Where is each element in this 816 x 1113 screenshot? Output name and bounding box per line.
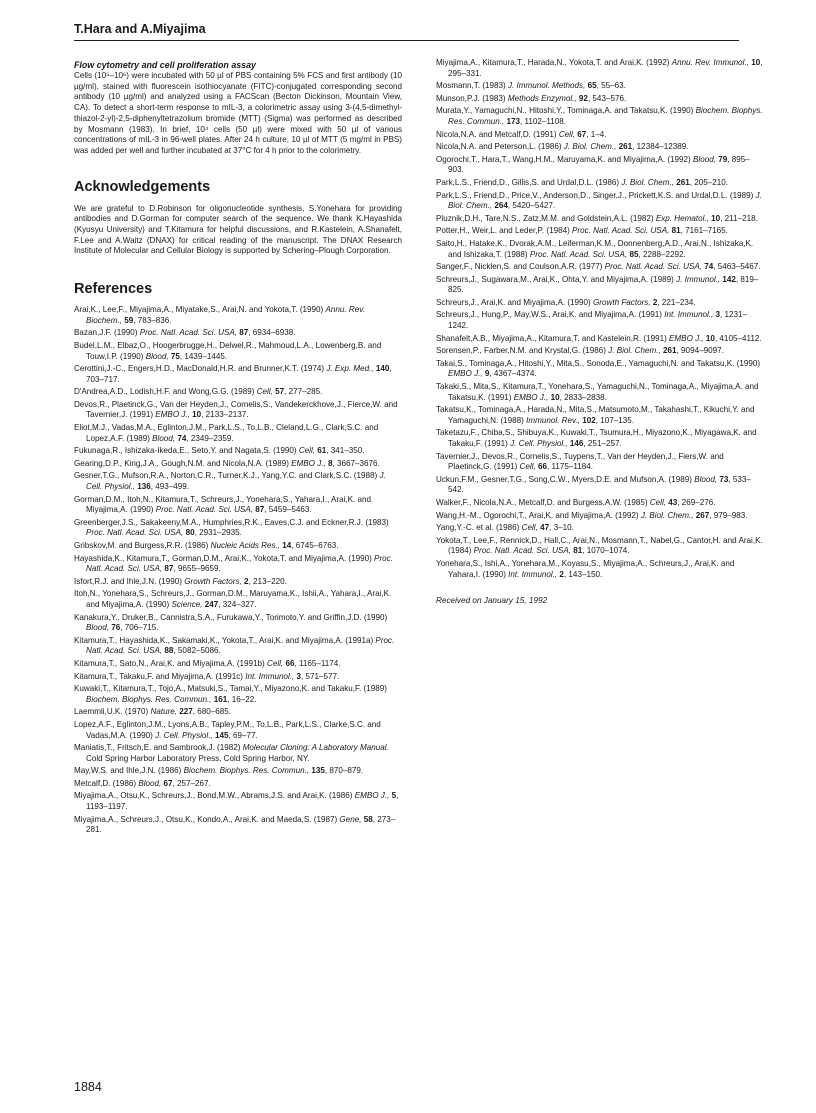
reference-volume: 136: [137, 482, 151, 492]
reference-pages: , 1165–1174.: [294, 658, 341, 668]
reference-authors: Ogorochi,T., Hara,T., Wang,H.M., Maruyama,K. and Miyajima,A. (1992): [436, 154, 691, 164]
reference-journal: J. Biol. Chem.,: [563, 142, 617, 152]
reference-journal: EMBO J.,: [155, 410, 190, 420]
reference-volume: 264: [494, 201, 508, 211]
reference-volume: 74: [704, 262, 714, 272]
reference-authors: Cerottini,J.-C., Engers,H.D., MacDonald,H.R. and Brunner,K.T. (1974): [74, 364, 325, 374]
reference-item: [436, 310, 764, 331]
reference-journal: Cell,: [266, 658, 284, 668]
reference-pages: , 680–685.: [192, 707, 232, 717]
reference-pages: , 69–77.: [228, 730, 258, 740]
reference-item: [436, 475, 764, 496]
reference-authors: Kitamura,T., Sato,N., Arai,K. and Miyajima,A. (1991b): [74, 658, 265, 668]
reference-authors: Saito,H., Hatake,K., Dvorak,A.M., Leiferman,K.M., Donnenberg,A.D., Arai,N., Ishizaka,K. and Ishizaka,T. (1988): [436, 238, 754, 259]
reference-volume: 2: [559, 569, 564, 579]
reference-journal: EMBO J.,: [448, 369, 483, 379]
reference-pages: , 12384–12389.: [632, 142, 689, 152]
reference-authors: Munson,P.J. (1983): [436, 93, 506, 103]
reference-authors: Park,L.S., Friend,D., Gillis,S. and Urdal,D.L. (1986): [436, 177, 620, 187]
references-list-left: [74, 305, 402, 836]
methods-subsection-title: Flow cytometry and cell proliferation assay: [74, 60, 256, 70]
reference-pages: , 16–22.: [227, 694, 257, 704]
reference-pages: , 3–10.: [549, 523, 574, 533]
reference-item: [436, 511, 764, 522]
reference-volume: 247: [204, 599, 219, 609]
reference-authors: May,W.S. and Ihle,J.N. (1986): [74, 766, 182, 776]
reference-journal: Exp. Hematol.,: [655, 213, 709, 223]
reference-authors: Kitamura,T., Takaku,F. and Miyajima,A. (1991c): [74, 671, 243, 681]
reference-volume: 2: [652, 297, 658, 307]
reference-authors: Gorman,D.M., Itoh,N., Kitamura,T., Schreurs,J., Yonehara,S., Yahara,I., Arai,K. and Miyajima,A. (1990): [74, 494, 372, 515]
reference-authors: Pluznik,D.H., Tare,N.S., Zatz,M.M. and Goldstein,A.L. (1982): [436, 213, 654, 223]
reference-authors: Lopez,A.F., Eglinton,J.M., Lyons,A.B., Tapley,P.M., To,L.B., Park,L.S., Clarke,S.C. and Vadas,M.A. (1990): [74, 719, 381, 740]
reference-authors: Miyajima,A., Otsu,K., Schreurs,J., Bond,M.W., Abrams,J.S. and Arai,K. (1986): [74, 791, 353, 801]
reference-pages: , 273–281.: [86, 814, 396, 835]
reference-journal: Cell,: [298, 446, 316, 456]
reference-item: [436, 106, 764, 127]
reference-journal: Nucleic Acids Res.,: [210, 541, 281, 551]
reference-authors: Yang,Y.-C. et al. (1986): [436, 523, 520, 533]
reference-pages: , 341–350.: [326, 446, 365, 456]
reference-authors: Fukunaga,R., Ishizaka-Ikeda,E., Seto,Y. and Nagata,S. (1990): [74, 446, 297, 456]
reference-journal: EMBO J.,: [669, 333, 704, 343]
reference-item: [436, 523, 764, 534]
reference-pages: , 143–150.: [563, 569, 603, 579]
reference-journal: Methods Enzymol.,: [507, 93, 577, 103]
reference-item: [436, 58, 764, 79]
reference-volume: 81: [671, 226, 681, 236]
reference-journal: Blood,: [145, 351, 169, 361]
reference-journal: Blood,: [138, 778, 162, 788]
reference-item: [74, 364, 402, 385]
reference-journal: Biochem. Biophys. Res. Commun.,: [86, 694, 212, 704]
reference-journal: Annu. Rev. Biochem.,: [86, 305, 365, 325]
reference-item: [74, 613, 402, 634]
reference-journal: J. Biol. Chem.,: [621, 177, 674, 187]
reference-volume: 67: [163, 778, 173, 788]
reference-authors: Taketazu,F., Chiba,S., Shibuya,K., Kuwaki,T., Tsumura,H., Miyazono,K., Miyagawa,K. and Takaku,F. (1991): [436, 428, 757, 448]
reference-pages: , 295–331.: [448, 58, 763, 78]
reference-journal: J. Immunol. Methods,: [507, 81, 586, 91]
reference-authors: Metcalf,D. (1986): [74, 778, 137, 788]
reference-authors: Wang,H.-M., Ogorochi,T., Arai,K. and Miyajima,A. (1992): [436, 510, 639, 520]
reference-pages: , 213–220.: [248, 576, 287, 586]
reference-pages: , 221–234.: [657, 297, 696, 307]
reference-journal: Cell,: [649, 497, 667, 507]
reference-journal: Cell,: [558, 129, 576, 139]
reference-volume: 57: [275, 387, 285, 397]
reference-authors: Potter,H., Weir,L. and Leder,P. (1984): [436, 226, 570, 236]
reference-item: [436, 142, 764, 153]
reference-volume: 2: [244, 576, 249, 586]
reference-pages: , 783–836.: [133, 315, 172, 325]
reference-volume: 81: [573, 546, 583, 556]
reference-pages: , 4367–4374.: [489, 369, 537, 379]
reference-journal: J. Biol. Chem.,: [448, 190, 762, 211]
acknowledgements-heading: Acknowledgements: [74, 178, 211, 195]
reference-authors: Gearing,D.P., King,J.A., Gough,N.M. and Nicola,N.A. (1989): [74, 458, 289, 468]
reference-item: [74, 495, 402, 516]
reference-volume: 47: [540, 523, 550, 533]
reference-journal: Proc. Natl. Acad. Sci. USA,: [155, 505, 254, 515]
reference-pages: , 703–717.: [86, 364, 392, 384]
reference-journal: Blood,: [693, 154, 716, 164]
reference-volume: 135: [311, 766, 325, 776]
reference-journal: Growth Factors,: [593, 297, 651, 307]
reference-authors: Yokota,T., Lee,F., Rennick,D., Hall,C., Arai,N., Mosmann,T., Nabel,G., Cantor,H. and Arai,K. (1984): [436, 535, 763, 556]
reference-authors: Itoh,N., Yonehara,S., Schreurs,J., Gorman,D.M., Maruyama,K., Ishii,A., Yahara,I., Arai,K. and Miyajima,A. (1990): [74, 589, 392, 609]
reference-pages: , 2931–2935.: [194, 528, 242, 538]
reference-journal: Science,: [171, 599, 203, 609]
reference-item: [74, 423, 402, 444]
reference-pages: , 1439–1445.: [179, 351, 228, 361]
reference-item: [74, 446, 402, 457]
reference-authors: Uckun,F.M., Gesner,T.G., Song,C.W., Myers,D.E. and Mufson,A. (1989): [436, 474, 692, 484]
reference-volume: 79: [718, 154, 728, 164]
reference-volume: 87: [164, 564, 174, 574]
reference-pages: , 2133–2137.: [201, 410, 249, 420]
reference-item: [74, 577, 402, 588]
reference-volume: 88: [164, 646, 174, 656]
reference-journal: J. Cell. Physiol.,: [86, 471, 386, 492]
reference-pages: , 9655–9659.: [173, 564, 221, 574]
reference-pages: , 1175–1184.: [547, 462, 594, 472]
reference-journal: Biochem. Biophys. Res. Commun.,: [448, 106, 763, 126]
reference-pages: , 277–285.: [284, 387, 323, 397]
reference-pages: , 5082–5086.: [173, 646, 221, 656]
reference-authors: Miyajima,A., Schreurs,J., Otsu,K., Kondo,A., Arai,K. and Maeda,S. (1987): [74, 814, 338, 824]
reference-authors: Sanger,F., Nicklen,S. and Coulson,A.R. (1977): [436, 262, 603, 272]
reference-authors: Mosmann,T. (1983): [436, 81, 506, 91]
reference-volume: 58: [363, 814, 373, 824]
reference-volume: 10: [705, 333, 715, 343]
reference-volume: 3: [296, 671, 302, 681]
reference-volume: 102: [582, 415, 596, 425]
reference-pages: , 2288–2292.: [638, 249, 686, 259]
reference-volume: 66: [285, 658, 295, 668]
reference-item: [74, 541, 402, 552]
reference-journal: Int. Immunol.,: [664, 310, 714, 320]
reference-authors: Arai,K., Lee,F., Miyajima,A., Miyatake,S., Arai,N. and Yokota,T. (1990): [74, 305, 324, 315]
reference-authors: Nicola,N.A. and Metcalf,D. (1991): [436, 129, 557, 139]
reference-journal: Blood,: [152, 433, 176, 443]
reference-pages: Cold Spring Harbor Laboratory Press, Cold Spring Harbor, NY.: [86, 753, 310, 763]
reference-volume: 66: [537, 462, 547, 472]
reference-item: [436, 559, 764, 580]
reference-volume: 80: [185, 528, 195, 538]
reference-volume: 14: [282, 541, 292, 551]
reference-authors: Murata,Y., Yamaguchi,N., Hitoshi,Y., Tominaga,A. and Takatsu,K. (1990): [436, 106, 694, 116]
reference-pages: , 6934–6938.: [248, 328, 296, 338]
reference-authors: Takatsu,K., Tominaga,A., Harada,N., Mita,S., Matsumoto,M., Takahashi,T., Kikuchi,Y. and Yamaguchi,N. (1988): [436, 405, 755, 425]
reference-authors: Hayashida,K., Kitamura,T., Gorman,D.M., Arai,K., Yokota,T. and Miyajima,A. (1990): [74, 553, 372, 563]
reference-journal: J. Immunol.,: [676, 274, 721, 284]
reference-item: [436, 130, 764, 141]
reference-journal: Molecular Cloning: A Laboratory Manual.: [242, 743, 389, 753]
reference-item: [74, 684, 402, 705]
reference-item: [74, 707, 402, 718]
reference-journal: Int. Immunol.,: [508, 569, 558, 579]
reference-journal: Cell,: [519, 462, 536, 472]
reference-item: [74, 328, 402, 339]
reference-item: [74, 791, 402, 812]
reference-pages: , 1102–1108.: [520, 116, 567, 126]
reference-pages: , 6745–6763.: [291, 541, 339, 551]
reference-volume: 87: [255, 505, 265, 515]
reference-journal: EMBO J.,: [513, 392, 549, 402]
reference-item: [436, 178, 764, 189]
reference-journal: Proc. Natl. Acad. Sci. USA,: [572, 226, 670, 236]
reference-authors: Schreurs,J., Hung,P., May,W.S., Arai,K. and Miyajima,A. (1991): [436, 310, 662, 320]
reference-authors: Nicola,N.A. and Peterson,L. (1986): [436, 142, 562, 152]
reference-item: [436, 275, 764, 296]
reference-item: [74, 400, 402, 421]
reference-volume: 145: [214, 730, 229, 740]
reference-volume: 3: [715, 310, 721, 320]
reference-item: [436, 298, 764, 309]
reference-journal: J. Exp. Med.,: [326, 364, 374, 374]
reference-volume: 76: [111, 623, 121, 633]
reference-pages: , 819–825.: [448, 274, 759, 295]
methods-paragraph: Cells (10⁵–10⁶) were incubated with 50 µl of PBS containing 5% FCS and first antibody (10 µg/ml), stained with fluorescein isothiocyanate (FITC)-conjugated corresponding second antibody (10 µg/ml) and analyzed using a FACScan (Becton Dickinson, Mountain View, CA). To detect a short-term response to mIL-3, a colorimetric assay using 3-(4,5-dimethyl-thiazol-2-yl)-2,5-diphenyltetrazolium bromide (MTT) (Sigma) was performed as described by Mosmann (1983). In brief, 10⁴ cells (50 µl) were mixed with 50 µl of various concentrations of mIL-3 in 96-well plates. After 24 h culture, 10 µl of MTT (5 mg/ml in PBS) was added per well and further incubated at 37°C for 4 h prior to the colorimetry.: [74, 71, 402, 155]
reference-volume: 10: [711, 213, 721, 223]
reference-journal: Proc. Natl. Acad. Sci. USA,: [86, 553, 393, 574]
references-list-right: [436, 58, 764, 580]
reference-pages: , 533–542.: [448, 474, 751, 495]
reference-volume: 10: [550, 392, 560, 402]
reference-authors: Tavernier,J., Devos,R., Cornelis,S., Tuypens,T., Van der Heyden,J., Fiers,W. and Plaetinck,G. (1991): [436, 451, 724, 472]
reference-pages: , 706–715.: [120, 623, 159, 633]
reference-journal: Int. Immunol.,: [245, 671, 295, 681]
reference-pages: , 979–983.: [709, 510, 748, 520]
reference-journal: Gene,: [339, 814, 362, 824]
reference-item: [436, 346, 764, 357]
reference-item: [436, 191, 764, 212]
reference-authors: Takai,S., Tominaga,A., Hitoshi,Y., Mita,S., Sonoda,E., Yamaguchi,N. and Takatsu,K. (1990): [436, 358, 761, 368]
reference-volume: 227: [179, 707, 193, 717]
reference-journal: Cell,: [256, 387, 273, 397]
reference-pages: , 2349–2359.: [186, 433, 234, 443]
reference-volume: 161: [213, 694, 228, 704]
reference-item: [74, 672, 402, 683]
acknowledgements-paragraph: We are grateful to D.Robinson for oligonucleotide synthesis, S.Yonehara for providing antibodies and D.Gorman for computer search of the sequence. We thank K.Hayashida (Kyusyu University) and T.Kitamura for helpful discussions, and R.Kastelein, A.Shanafelt, F.Lee and A.Waitz (DNAX) for critical reading of the manuscript. The DNAX Research Institute of Molecular and Cellular Biology is supported by Schering–Plough Corporation.: [74, 203, 402, 256]
reference-volume: 73: [719, 474, 729, 484]
reference-journal: EMBO J.,: [354, 791, 390, 801]
reference-authors: Isfort,R.J. and Ihle,J.N. (1990): [74, 576, 182, 586]
reference-item: [436, 498, 764, 509]
reference-item: [74, 305, 402, 326]
reference-journal: Proc. Natl. Acad. Sci. USA,: [529, 249, 628, 259]
reference-authors: Laemmli,U.K. (1970): [74, 707, 149, 717]
reference-item: [74, 766, 402, 777]
reference-item: [74, 589, 402, 610]
reference-pages: , 543–576.: [587, 93, 627, 103]
reference-volume: 10: [751, 58, 761, 67]
reference-authors: Gribskov,M. and Burgess,R.R. (1986): [74, 541, 209, 551]
reference-authors: Sorensen,P., Farber,N.M. and Krystal,G. (1986): [436, 346, 606, 356]
reference-pages: , 870–879.: [324, 766, 364, 776]
reference-pages: , 5459–5463.: [264, 505, 312, 515]
reference-authors: Shanafelt,A.B., Miyajima,A., Kitamura,T. and Kastelein,R. (1991): [436, 333, 667, 343]
reference-item: [74, 387, 402, 398]
reference-journal: Proc. Natl. Acad. Sci. USA,: [86, 635, 395, 656]
reference-item: [74, 471, 402, 492]
reference-volume: 75: [170, 351, 180, 361]
reference-item: [436, 405, 764, 426]
reference-item: [74, 743, 402, 764]
reference-volume: 8: [328, 458, 333, 468]
reference-item: [436, 334, 764, 345]
reference-pages: , 9094–9097.: [676, 346, 724, 356]
reference-journal: Proc. Natl. Acad. Sci. USA,: [139, 328, 237, 338]
reference-pages: , 324–327.: [218, 599, 257, 609]
reference-volume: 59: [124, 315, 134, 325]
reference-item: [436, 214, 764, 225]
reference-pages: , 107–135.: [595, 415, 634, 425]
reference-volume: 43: [668, 497, 678, 507]
reference-authors: Schreurs,J., Arai,K. and Miyajima,A. (1990): [436, 297, 591, 307]
reference-authors: Takaki,S., Mita,S., Kitamura,T., Yonehara,S., Yamaguchi,N., Tominaga,A., Miyajima,A. and Takatsu,K. (1991): [436, 382, 759, 402]
reference-item: [74, 459, 402, 470]
header-rule: [74, 40, 739, 41]
reference-authors: Miyajima,A., Kitamura,T., Harada,N., Yokota,T. and Arai,K. (1992): [436, 58, 670, 67]
reference-item: [436, 428, 764, 449]
reference-journal: J. Cell. Physiol.,: [155, 730, 213, 740]
reference-item: [436, 452, 764, 473]
reference-volume: 261: [618, 142, 633, 152]
reference-pages: , 205–210.: [689, 177, 728, 187]
reference-item: [74, 554, 402, 575]
reference-volume: 9: [484, 369, 490, 379]
reference-volume: 267: [695, 510, 710, 520]
reference-authors: Devos,R., Plaetinck,G., Van der Heyden,J., Cornelis,S., Vandekerckhove,J., Fierce,W. and Tavernier,J. (1991): [74, 399, 398, 420]
reference-pages: , 1070–1074.: [582, 546, 630, 556]
reference-journal: J. Cell. Physiol.,: [510, 439, 568, 448]
reference-pages: , 269–276.: [677, 497, 716, 507]
reference-item: [74, 720, 402, 741]
reference-item: [74, 518, 402, 539]
reference-item: [436, 81, 764, 92]
reference-authors: Yonehara,S., Ishi,A., Yonehara,M., Koyasu,S., Miyajima,A., Schreurs,J., Arai,K. and Yahara,I. (1990): [436, 558, 735, 579]
reference-pages: , 4105–4112.: [714, 333, 762, 343]
reference-journal: J. Biol. Chem.,: [640, 510, 694, 520]
reference-authors: D'Andrea,A.D., Lodish,H.F. and Wong,G.G. (1989): [74, 387, 255, 397]
reference-authors: Walker,F., Nicola,N.A., Metcalf,D. and Burgess,A.W. (1985): [436, 497, 648, 507]
reference-item: [436, 359, 764, 380]
reference-pages: , 7161–7165.: [680, 226, 728, 236]
reference-volume: 173: [506, 116, 520, 126]
reference-item: [74, 636, 402, 657]
reference-journal: Nature,: [150, 707, 178, 717]
page-number: 1884: [74, 1080, 102, 1094]
reference-pages: , 5420–5427.: [507, 201, 556, 211]
reference-pages: , 1231–1242.: [448, 310, 748, 331]
reference-item: [436, 536, 764, 557]
reference-volume: 10: [192, 410, 202, 420]
reference-journal: Proc. Natl. Acad. Sci. USA,: [604, 262, 703, 272]
reference-volume: 140: [375, 364, 390, 374]
running-head: T.Hara and A.Miyajima: [74, 22, 206, 36]
reference-volume: 85: [629, 249, 639, 259]
reference-pages: , 493–499.: [150, 482, 190, 492]
reference-journal: Blood,: [86, 623, 109, 633]
left-column: [74, 60, 402, 838]
reference-authors: Kanakura,Y., Druker,B., Cannistra,S.A., Furukawa,Y., Torimoto,Y. and Griffin,J.D. (1990): [74, 612, 388, 622]
reference-pages: , 3667–3676.: [332, 458, 380, 468]
reference-volume: 67: [577, 129, 587, 139]
reference-journal: Biochem. Biophys. Res. Commun.,: [183, 766, 310, 776]
reference-pages: , 1–4.: [586, 129, 607, 139]
reference-volume: 87: [239, 328, 249, 338]
reference-pages: , 1193–1197.: [86, 791, 399, 812]
reference-authors: Kitamura,T., Hayashida,K., Sakamaki,K., Yokota,T., Arai,K. and Miyajima,A. (1991a): [74, 635, 374, 645]
reference-volume: 74: [177, 433, 187, 443]
reference-authors: Gesner,T.G., Mufson,R.A., Norton,C.R., Turner,K.J., Yang,Y.C. and Clark,S.C. (1988): [74, 471, 378, 481]
reference-authors: Bazan,J.F. (1990): [74, 328, 138, 338]
reference-pages: , 2833–2838.: [559, 392, 607, 402]
reference-journal: Annu. Rev. Immunol.,: [671, 58, 749, 67]
reference-journal: Immunol. Rev.,: [526, 415, 580, 425]
reference-journal: Proc. Natl. Acad. Sci. USA,: [473, 546, 571, 556]
reference-volume: 142: [722, 274, 736, 284]
reference-authors: Kuwaki,T., Kitamura,T., Tojo,A., Matsuki,S., Tamai,Y., Miyazono,K. and Takaku,F. (1989): [74, 684, 387, 694]
reference-journal: Proc. Natl. Acad. Sci. USA,: [86, 528, 184, 538]
reference-volume: 146: [569, 439, 584, 448]
reference-authors: Eliot,M.J., Vadas,M.A., Eglinton,J.M., Park,L.S., To,L.B., Cleland,L.G., Clark,S.C. and Lopez,A.F. (1989): [74, 423, 379, 443]
reference-journal: Growth Factors,: [184, 576, 242, 586]
received-date: Received on January 15, 1992: [436, 596, 548, 606]
reference-item: [74, 779, 402, 790]
reference-authors: Greenberger,J.S., Sakakeeny,M.A., Humphries,R.K., Eaves,C.J. and Eckner,R.J. (1983): [74, 517, 389, 527]
reference-item: [436, 94, 764, 105]
reference-volume: 61: [317, 446, 327, 456]
reference-volume: 65: [587, 81, 597, 91]
reference-volume: 261: [676, 177, 690, 187]
reference-volume: 261: [663, 346, 677, 356]
reference-item: [436, 239, 764, 260]
reference-pages: , 55–63.: [596, 81, 626, 91]
reference-item: [74, 659, 402, 670]
reference-authors: Maniatis,T., Fritsch,E. and Sambrook,J. (1982): [74, 743, 241, 753]
reference-volume: 5: [391, 791, 397, 801]
reference-journal: EMBO J.,: [291, 458, 326, 468]
reference-volume: 92: [578, 93, 588, 103]
reference-journal: J. Biol. Chem.,: [608, 346, 661, 356]
right-column: [436, 58, 764, 605]
reference-authors: Schreurs,J., Sugawara,M., Arai,K., Ohta,Y. and Miyajima,A. (1989): [436, 274, 674, 284]
reference-pages: , 251–257.: [583, 439, 622, 448]
reference-item: [436, 155, 764, 176]
reference-item: [436, 226, 764, 237]
reference-item: [436, 382, 764, 403]
reference-pages: , 5463–5467.: [713, 262, 761, 272]
reference-journal: Cell,: [521, 523, 538, 533]
reference-item: [436, 262, 764, 273]
reference-item: [74, 815, 402, 836]
reference-pages: , 257–267.: [172, 778, 211, 788]
reference-pages: , 571–577.: [301, 671, 340, 681]
reference-pages: , 895–903.: [448, 154, 750, 175]
reference-item: [74, 341, 402, 362]
references-heading: References: [74, 281, 153, 298]
reference-pages: , 211–218.: [720, 213, 758, 223]
reference-authors: Park,L.S., Friend,D., Price,V., Anderson,D., Singer,J., Prickett,K.S. and Urdal,D.L. (1989): [436, 190, 754, 200]
reference-authors: Budel,L.M., Elbaz,O., Hoogerbrugge,H., Delwel,R., Mahmoud,L.A., Lowenberg,B. and Touw,I.P. (1990): [74, 340, 382, 361]
reference-journal: Blood,: [694, 474, 718, 484]
